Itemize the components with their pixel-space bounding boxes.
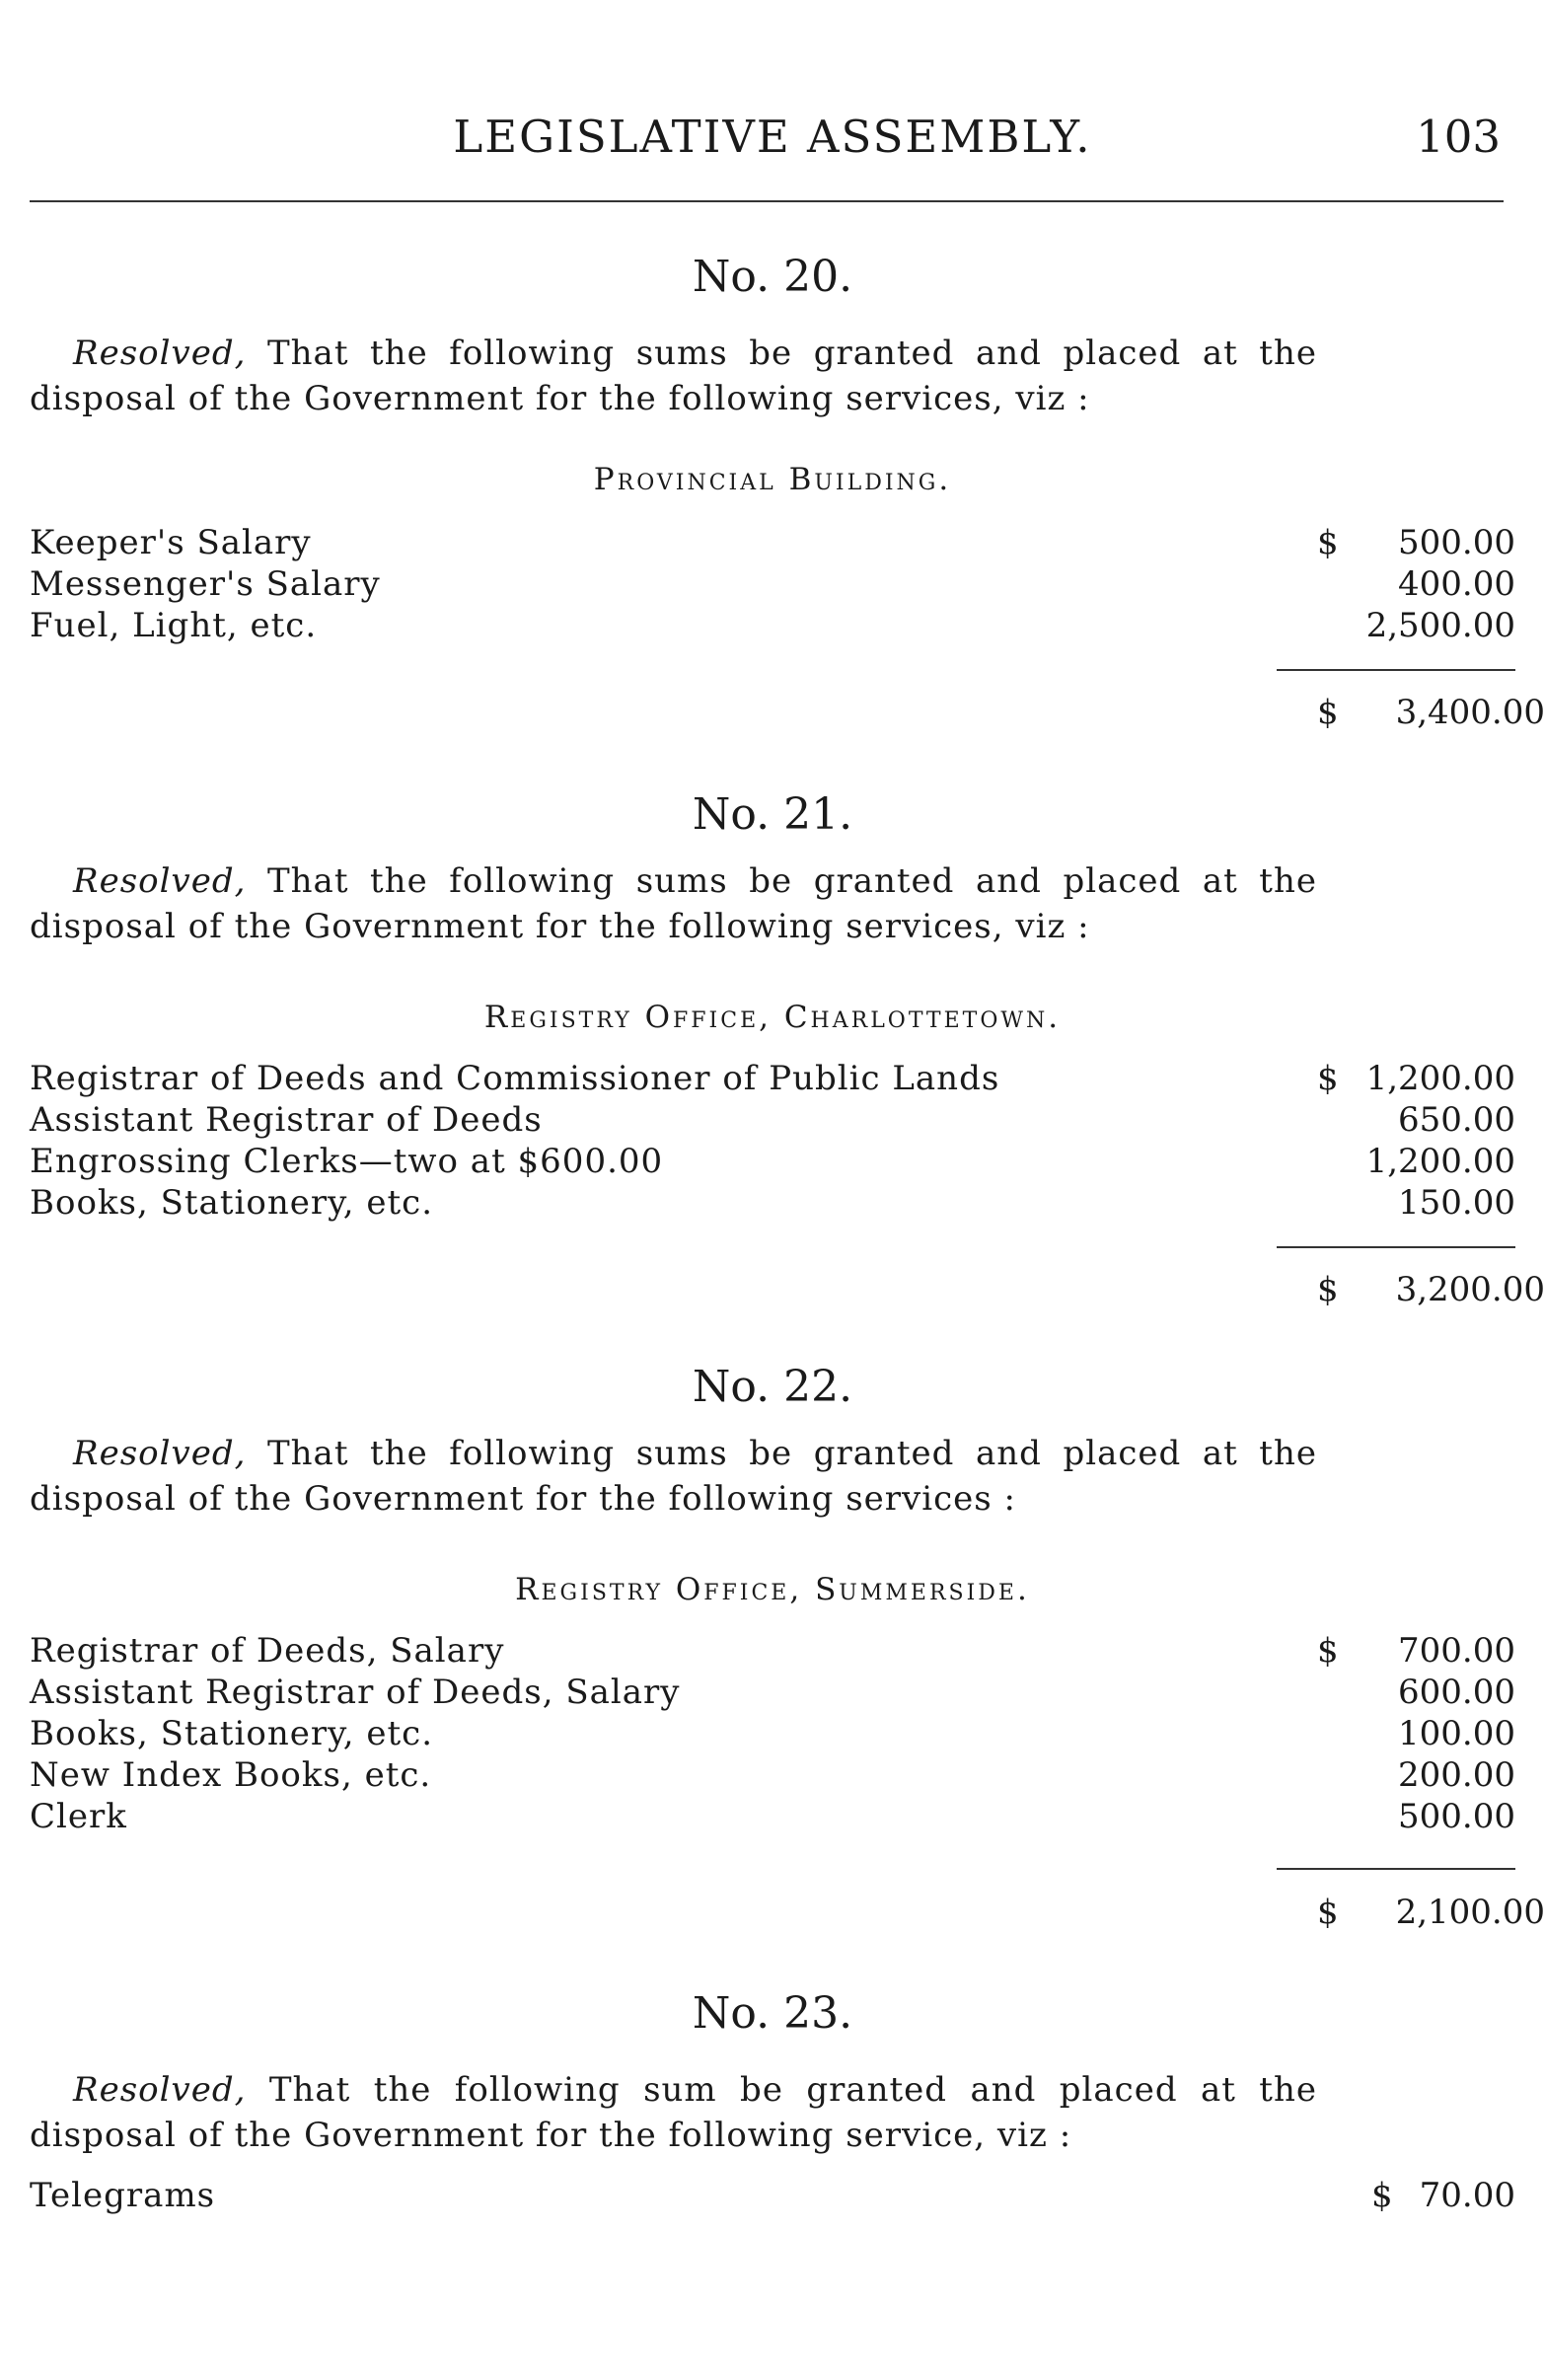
resolved-label: Resolved, [73, 2070, 247, 2110]
item-amount: 1,200.00 [1365, 1142, 1515, 1181]
item-list [30, 1059, 1515, 1225]
item-label: Messenger's Salary [30, 564, 381, 604]
list-item [30, 2176, 1515, 2217]
item-amount: 500.00 [1398, 1797, 1515, 1836]
currency-sign: $ [1317, 1059, 1339, 1098]
item-amount: 600.00 [1398, 1673, 1515, 1712]
list-item [30, 606, 1515, 647]
list-item [30, 523, 1515, 564]
office-title: Registry Office, Summerside. [515, 1572, 1030, 1607]
item-label: Keeper's Salary [30, 523, 312, 562]
resolution-body: That the following sums be granted and placed at the disposal of the Government for the following services, viz : [30, 334, 1317, 418]
section-heading: No. 22. [692, 1362, 853, 1412]
item-amount: 650.00 [1398, 1100, 1515, 1140]
item-amount: 400.00 [1398, 564, 1515, 604]
running-header [0, 111, 1545, 170]
item-label: Assistant Registrar of Deeds, Salary [30, 1673, 681, 1712]
item-amount: 70.00 [1419, 2176, 1515, 2215]
section-heading: No. 23. [692, 1988, 853, 2039]
total-amount: 3,200.00 [1395, 1270, 1545, 1309]
list-item [30, 1059, 1515, 1100]
item-list [30, 2176, 1515, 2217]
item-label: Fuel, Light, etc. [30, 606, 318, 645]
item-list [30, 1631, 1515, 1838]
item-amount: 700.00 [1398, 1631, 1515, 1671]
resolution-body: That the following sums be granted and placed at the disposal of the Government for the following services : [30, 1434, 1317, 1519]
item-label: Registrar of Deeds and Commissioner of Public Lands [30, 1059, 1000, 1098]
currency-sign: $ [1317, 1270, 1339, 1309]
resolution-body: That the following sums be granted and placed at the disposal of the Government for the following services, viz : [30, 861, 1317, 946]
item-amount: 100.00 [1398, 1714, 1515, 1753]
total-rule [1277, 669, 1515, 671]
list-item [30, 1100, 1515, 1142]
item-amount: 150.00 [1398, 1183, 1515, 1223]
resolution-body: That the following sum be granted and placed at the disposal of the Government for the following service, viz : [30, 2070, 1317, 2155]
section-total [1317, 1270, 1545, 1311]
item-label: Clerk [30, 1797, 127, 1836]
item-amount: 500.00 [1398, 523, 1515, 562]
list-item [30, 564, 1515, 606]
resolved-label: Resolved, [73, 861, 247, 901]
total-rule [1277, 1868, 1515, 1870]
resolution-text [30, 858, 1317, 949]
total-amount: 2,100.00 [1395, 1893, 1545, 1932]
item-list [30, 523, 1515, 647]
currency-sign: $ [1317, 1893, 1339, 1932]
item-amount: 200.00 [1398, 1755, 1515, 1795]
currency-sign: $ [1317, 1631, 1339, 1671]
list-item [30, 1673, 1515, 1714]
item-label: Engrossing Clerks—two at $600.00 [30, 1142, 664, 1181]
section-total [1317, 1893, 1545, 1934]
list-item [30, 1797, 1515, 1838]
section-total [1317, 693, 1545, 734]
total-rule [1277, 1246, 1515, 1248]
header-rule [30, 200, 1504, 202]
item-label: Books, Stationery, etc. [30, 1183, 434, 1223]
list-item [30, 1631, 1515, 1673]
list-item [30, 1183, 1515, 1225]
list-item [30, 1142, 1515, 1183]
running-title: LEGISLATIVE ASSEMBLY. [453, 111, 1092, 163]
office-title: Provincial Building. [593, 462, 952, 497]
section-heading: No. 20. [692, 252, 853, 302]
total-amount: 3,400.00 [1395, 693, 1545, 732]
resolved-label: Resolved, [73, 334, 247, 373]
office-title: Registry Office, Charlottetown. [483, 1000, 1062, 1035]
resolved-label: Resolved, [73, 1434, 247, 1473]
item-label: Registrar of Deeds, Salary [30, 1631, 505, 1671]
item-amount: 1,200.00 [1365, 1059, 1515, 1098]
item-label: New Index Books, etc. [30, 1755, 432, 1795]
section-heading: No. 21. [692, 789, 853, 840]
page-number: 103 [1416, 111, 1501, 163]
resolution-text [30, 1431, 1317, 1522]
resolution-text [30, 331, 1317, 421]
item-label: Assistant Registrar of Deeds [30, 1100, 543, 1140]
list-item [30, 1755, 1515, 1797]
currency-sign: $ [1317, 523, 1339, 562]
resolution-text [30, 2067, 1317, 2158]
list-item [30, 1714, 1515, 1755]
item-label: Telegrams [30, 2176, 216, 2215]
currency-sign: $ [1371, 2176, 1393, 2215]
item-amount: 2,500.00 [1365, 606, 1515, 645]
item-label: Books, Stationery, etc. [30, 1714, 434, 1753]
currency-sign: $ [1317, 693, 1339, 732]
